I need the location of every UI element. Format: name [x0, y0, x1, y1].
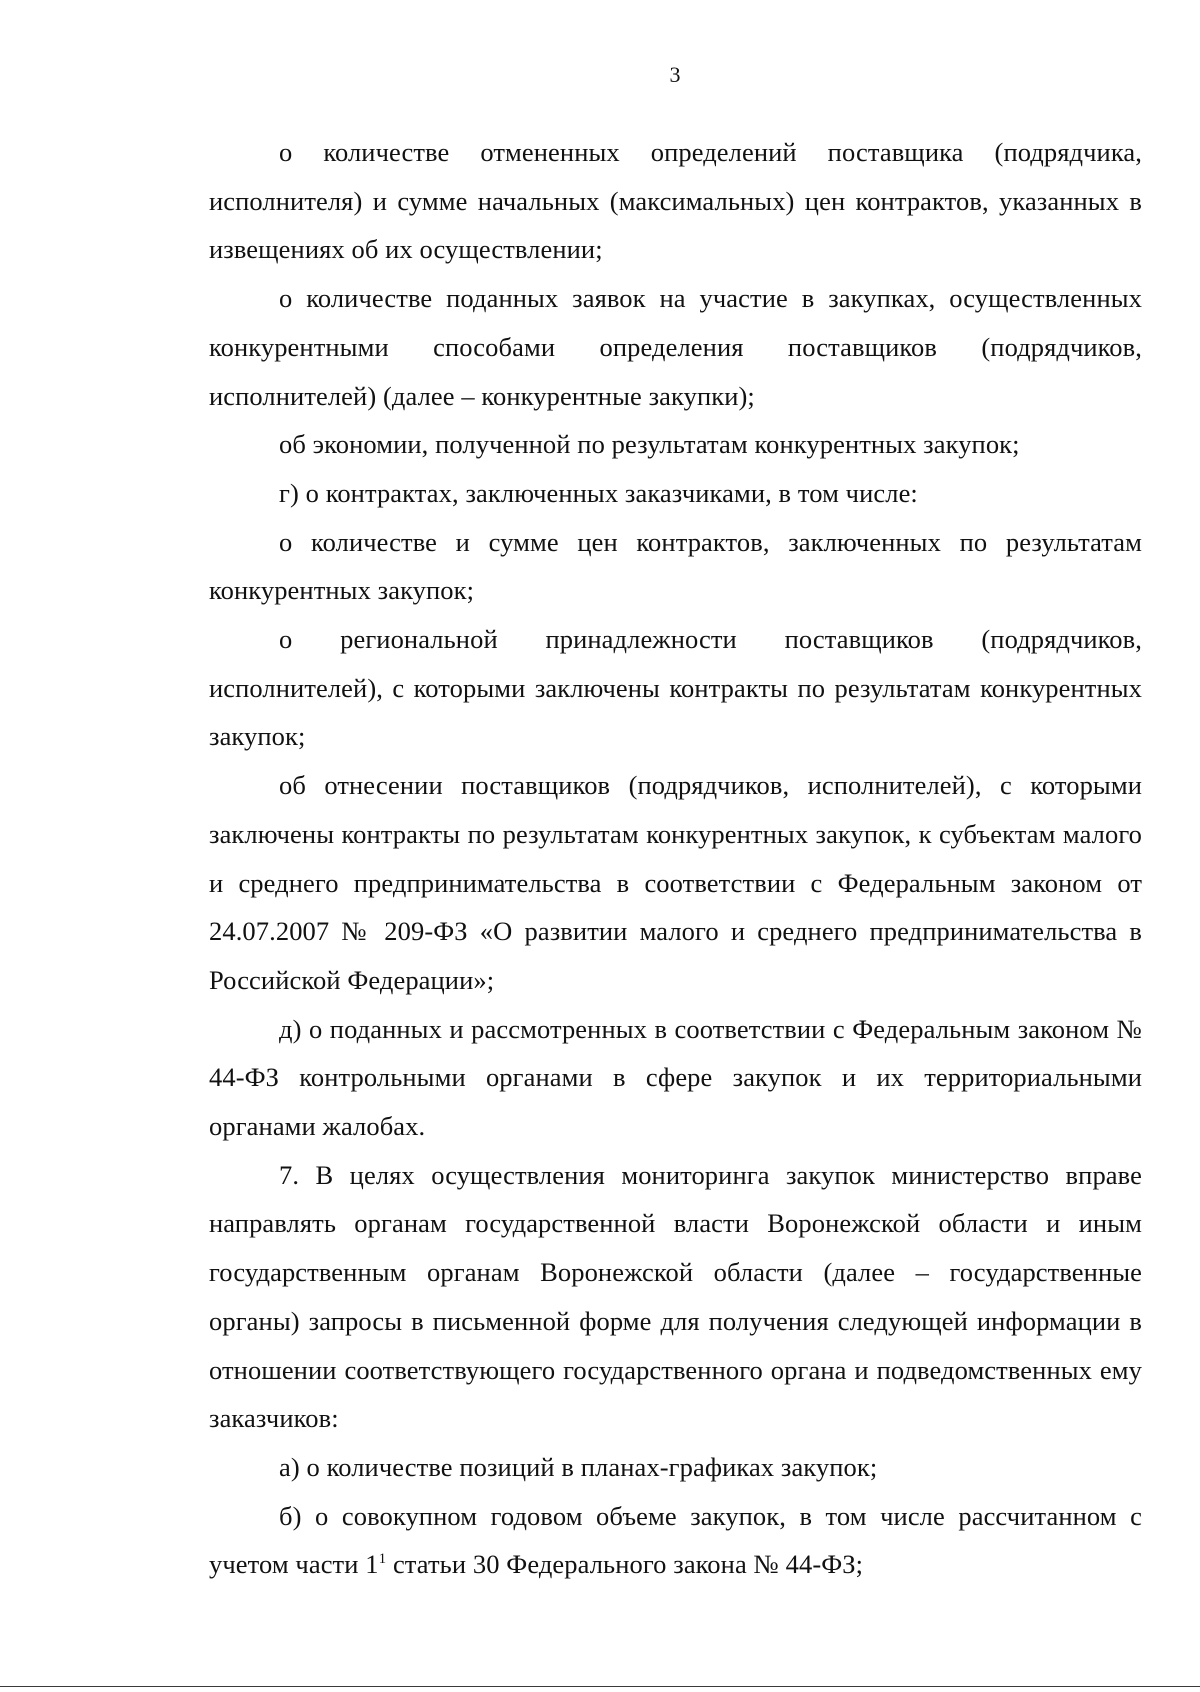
- paragraph-contract-count-sum: о количестве и сумме цен контрактов, заключенных по результатам конкурентных закупок;: [209, 526, 1142, 606]
- document-body: [209, 128, 1142, 1589]
- paragraph-small-business: об отнесении поставщиков (подрядчиков, исполнителей), с которыми заключены контракты по результатам конкурентных закупок, к субъектам малого и среднего предпринимательства в соответствии с Федеральным законом от 24.07.2007 № 209-ФЗ «О развитии малого и среднего предпринимательства в Российской Федерации»;: [209, 770, 1142, 995]
- paragraph-section-7: 7. В целях осуществления мониторинга закупок министерство вправе направлять органам государственной власти Воронежской области и иным государственным органам Воронежской области (далее – государственные органы) запросы в письменной форме для получения следующей информации в отношении соответствующего государственного органа и подведомственных ему заказчиков:: [209, 1159, 1142, 1434]
- paragraph-item-b-text: б) о совокупном годовом объеме закупок, в том числе рассчитанном с учетом части 1: [209, 1500, 1142, 1580]
- paragraph-cancelled-determinations: о количестве отмененных определений поставщика (подрядчика, исполнителя) и сумме начальных (максимальных) цен контрактов, указанных в извещениях об их осуществлении;: [209, 137, 1142, 265]
- paragraph-item-d-complaints: д) о поданных и рассмотренных в соответствии с Федеральным законом № 44-ФЗ контрольными органами в сфере закупок и их территориальными органами жалобах.: [209, 1013, 1142, 1142]
- paragraph-item-g-contracts: г) о контрактах, заключенных заказчиками, в том числе:: [279, 477, 918, 508]
- paragraph-regional-affiliation: о региональной принадлежности поставщиков (подрядчиков, исполнителей), с которыми заключены контракты по результатам конкурентных закупок;: [209, 624, 1142, 752]
- paragraph-submitted-bids: о количестве поданных заявок на участие в закупках, осуществленных конкурентными способами определения поставщиков (подрядчиков, исполнителей) (далее – конкурентные закупки);: [209, 283, 1142, 411]
- paragraph-savings: об экономии, полученной по результатам конкурентных закупок;: [279, 429, 1020, 460]
- paragraph-item-b-text-tail: статьи 30 Федерального закона № 44-ФЗ;: [386, 1549, 864, 1580]
- superscript-one: 1: [378, 1551, 387, 1568]
- bottom-rule: [0, 1686, 1200, 1687]
- page-number: 3: [669, 62, 681, 87]
- paragraph-item-b-annual-volume: [209, 1492, 1142, 1589]
- paragraph-item-a-positions: а) о количестве позиций в планах-графиках закупок;: [279, 1451, 878, 1482]
